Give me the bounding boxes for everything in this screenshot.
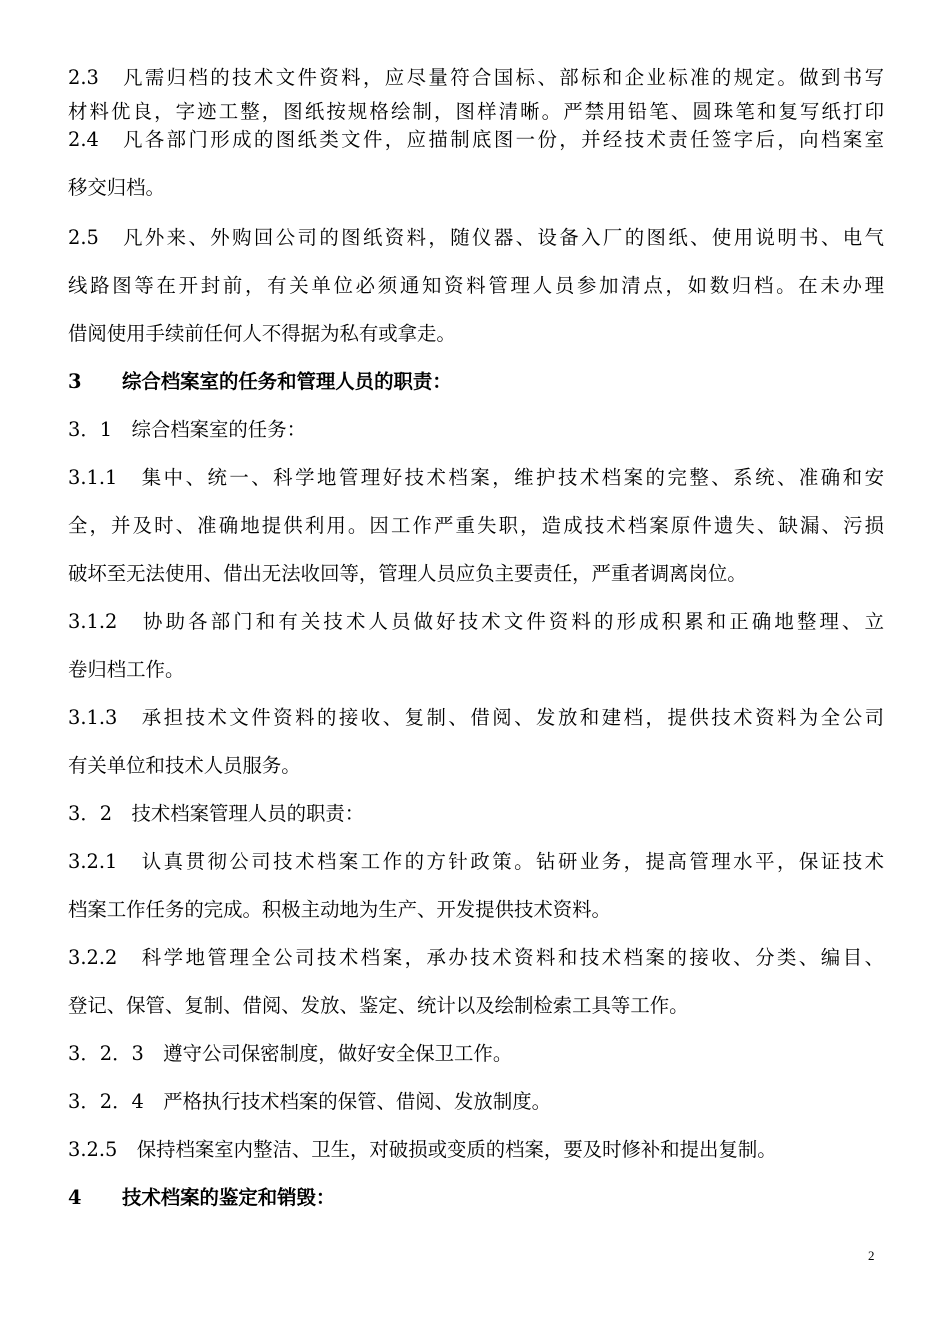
clause-2-4-line-1: 2.4 凡各部门形成的图纸类文件，应描制底图一份，并经技术责任签字后，向档案室 xyxy=(68,128,884,151)
clause-3-2-4: 3．2．4 严格执行技术档案的保管、借阅、发放制度。 xyxy=(68,1090,551,1113)
clause-3-2-heading: 3．2 技术档案管理人员的职责： xyxy=(68,802,365,825)
section-3-number: 3 xyxy=(68,370,82,393)
clause-2-4-line-2: 移交归档。 xyxy=(68,176,165,199)
clause-3-1-heading: 3．1 综合档案室的任务： xyxy=(68,418,306,441)
clause-3-2-1-line-2: 档案工作任务的完成。积极主动地为生产、开发提供技术资料。 xyxy=(68,898,611,921)
section-4-heading xyxy=(68,1186,884,1210)
section-3-title: 综合档案室的任务和管理人员的职责： xyxy=(122,370,452,393)
page-number: 2 xyxy=(868,1248,875,1263)
clause-3-2-3: 3．2．3 遵守公司保密制度，做好安全保卫工作。 xyxy=(68,1042,513,1065)
clause-2-5-line-3: 借阅使用手续前任何人不得据为私有或拿走。 xyxy=(68,322,456,345)
clause-2-3-line-1: 2.3 凡需归档的技术文件资料，应尽量符合国标、部标和企业标准的规定。做到书写 xyxy=(68,66,884,89)
clause-3-1-1-line-1: 3.1.1 集中、统一、科学地管理好技术档案，维护技术档案的完整、系统、准确和安 xyxy=(68,466,884,489)
clause-3-2-2-line-2: 登记、保管、复制、借阅、发放、鉴定、统计以及绘制检索工具等工作。 xyxy=(68,994,689,1017)
clause-3-1-3-line-1: 3.1.3 承担技术文件资料的接收、复制、借阅、发放和建档，提供技术资料为全公司 xyxy=(68,706,884,729)
section-4-title: 技术档案的鉴定和销毁： xyxy=(122,1186,336,1209)
clause-2-5-line-2: 线路图等在开封前，有关单位必须通知资料管理人员参加清点，如数归档。在未办理 xyxy=(68,274,884,297)
clause-3-1-2-line-2: 卷归档工作。 xyxy=(68,658,185,681)
clause-3-1-1-line-3: 破坏至无法使用、借出无法收回等，管理人员应负主要责任，严重者调离岗位。 xyxy=(68,562,747,585)
clause-2-5-line-1: 2.5 凡外来、外购回公司的图纸资料，随仪器、设备入厂的图纸、使用说明书、电气 xyxy=(68,226,884,249)
section-3-heading xyxy=(68,370,884,394)
clause-3-2-2-line-1: 3.2.2 科学地管理全公司技术档案，承办技术资料和技术档案的接收、分类、编目、 xyxy=(68,946,884,969)
clause-3-1-1-line-2: 全，并及时、准确地提供利用。因工作严重失职，造成技术档案原件遗失、缺漏、污损 xyxy=(68,514,884,537)
clause-3-2-1-line-1: 3.2.1 认真贯彻公司技术档案工作的方针政策。钻研业务，提高管理水平，保证技术 xyxy=(68,850,884,873)
clause-3-2-5: 3.2.5 保持档案室内整洁、卫生，对破损或变质的档案，要及时修补和提出复制。 xyxy=(68,1138,777,1161)
clause-3-1-2-line-1: 3.1.2 协助各部门和有关技术人员做好技术文件资料的形成积累和正确地整理、立 xyxy=(68,610,884,633)
clause-3-1-3-line-2: 有关单位和技术人员服务。 xyxy=(68,754,301,777)
clause-2-3-line-2: 材料优良，字迹工整，图纸按规格绘制，图样清晰。严禁用铅笔、圆珠笔和复写纸打印 xyxy=(68,100,884,123)
section-4-number: 4 xyxy=(68,1186,82,1209)
